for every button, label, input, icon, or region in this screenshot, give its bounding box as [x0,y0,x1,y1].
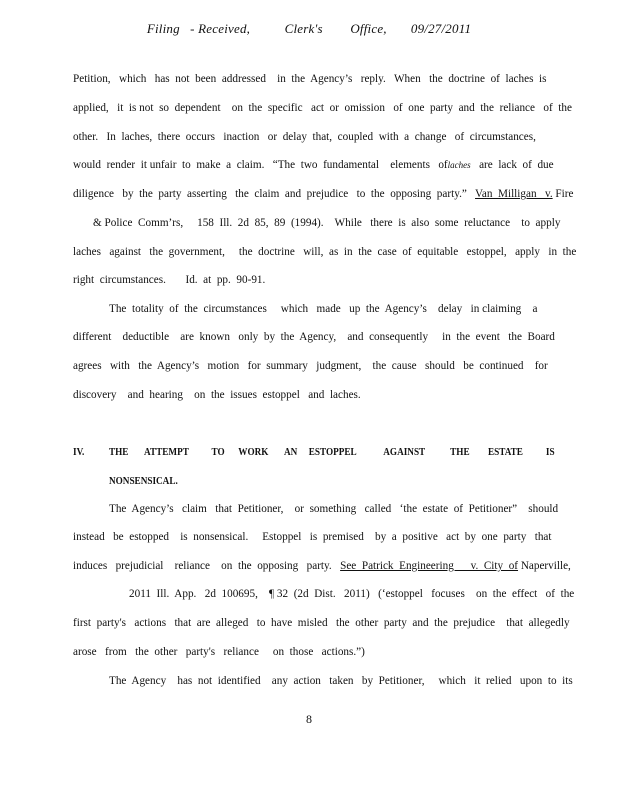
body-line: 2011 Ill. App. 2d 100695, ¶ 32 (2d Dist. 2011) (‘estoppel focuses on the effect of the [129,588,575,600]
italic-term: laches [447,160,471,170]
section-heading: THE ATTEMPT TO WORK AN ESTOPPEL AGAINST THE ESTATE IS [109,447,555,458]
body-line: agrees with the Agency’s motion for summary judgment, the cause should be continued for [73,360,548,372]
body-line: The totality of the circumstances which made up the Agency’s delay in claiming a [109,303,538,315]
text-span: induces prejudicial reliance on the opposing party. [73,560,341,572]
body-line: discovery and hearing on the issues estoppel and laches. [73,389,361,401]
body-line: applied, it is not so dependent on the specific act or omission of one party and the reliance of the [73,102,572,114]
body-line: first party's actions that are alleged to have misled the other party and the prejudice that allegedly [73,617,570,629]
body-line: & Police Comm’rs, 158 Ill. 2d 85, 89 (1994). While there is also some reluctance to apply [93,217,561,229]
body-line: instead be estopped is nonsensical. Estoppel is premised by a positive act by one party that [73,531,552,543]
text-span: diligence by the party asserting the claim and prejudice to the opposing party.” [73,188,476,200]
body-line [73,559,571,573]
body-line [73,187,573,201]
text-span: Fire [552,188,574,200]
body-line: arose from the other party's reliance on those actions.”) [73,646,365,658]
body-line: laches against the government, the doctrine will, as in the case of equitable estoppel, apply in the [73,246,577,258]
page-number: 8 [306,712,312,726]
case-citation: Van Milligan v. [475,188,553,200]
body-line: right circumstances. Id. at pp. 90-91. [73,274,266,286]
text-span: are lack of due [470,159,554,171]
text-span: would render it unfair to make a claim. “The two fundamental elements of [73,159,448,171]
case-citation: See Patrick Engineering v. City of [340,560,519,572]
filing-header: Filing - Received, Clerk's Office, 09/27/2011 [146,21,472,36]
text-span: Naperville, [518,560,571,572]
body-line: The Agency has not identified any action taken by Petitioner, which it relied upon to its [109,675,573,687]
section-number: IV. [73,447,85,458]
body-line: The Agency’s claim that Petitioner, or something called ‘the estate of Petitioner” should [109,503,559,515]
body-line: different deductible are known only by the Agency, and consequently in the event the Board [73,331,555,343]
body-line [73,158,554,172]
body-line: other. In laches, there occurs inaction or delay that, coupled with a change of circumstances, [73,131,536,143]
section-heading-cont: NONSENSICAL. [109,476,178,487]
body-line: Petition, which has not been addressed in the Agency’s reply. When the doctrine of laches is [73,73,547,85]
